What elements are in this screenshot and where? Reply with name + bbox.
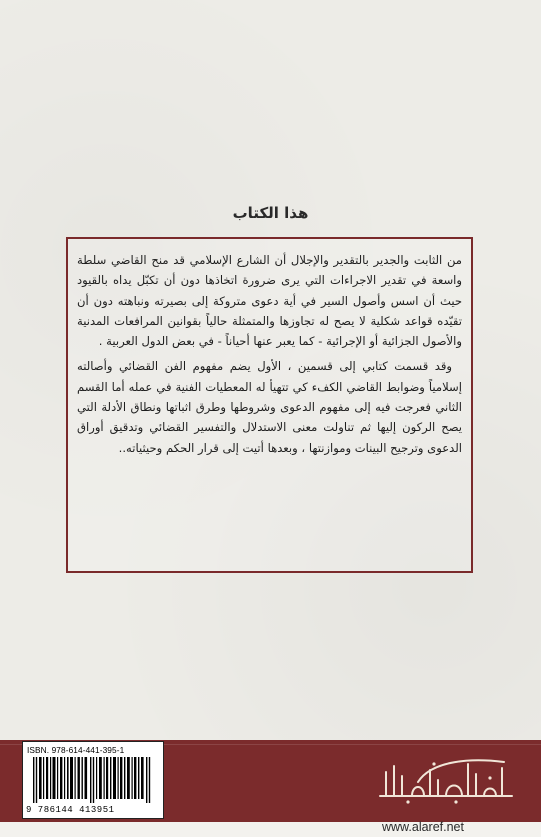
isbn-number: ISBN. 978-614-441-395-1 — [27, 745, 125, 755]
isbn-barcode — [22, 741, 164, 819]
barcode-number: 9 786144 413951 — [26, 805, 115, 815]
description-paragraph: من الثابت والجدير بالتقدير والإجلال أن الشارع الإسلامي قد منح القاضي سلطة واسعة في تقدير الاجراءات التي يرى ضرورة اتخاذها دون أن تكبّل يداه بالقيود حيث أن اسس وأصول السير في أية دعوى متروكة إلى بصيرته ونباهته دون أن تقيّده قواعد شكلية لا يصح له تجاوزها والمتمثلة حالياً بقوانين المرافعات المدنية والأصول الجزائية أو الإجرائية - كما يعبر عنها أحياناً - في بعض الدول العربية . — [77, 253, 462, 349]
book-description — [77, 250, 462, 458]
publisher-logo — [372, 752, 522, 808]
publisher-website: www.alaref.net — [382, 820, 464, 834]
barcode-icon — [27, 757, 159, 803]
book-heading: هذا الكتاب — [232, 204, 309, 222]
description-paragraph: وقد قسمت كتابي إلى قسمين ، الأول يضم مفهوم الفن القضائي وأصالته إسلامياً وضوابط القاضي الكفء كي تتهيأ له المعطيات الفنية في عمله أما القسم الثاني فعرجت فيه إلى مفهوم الدعوى وشروطها وطرق اثباتها ونطاق الأدلة التي يصح الركون إليها ثم تناولت معنى الاستدلال والتفسير القضائي وتدقيق أوراق الدعوى وترجيح البينات وموازنتها ، وبعدها أتيت إلى قرار الحكم وحيثياته.. — [77, 359, 462, 455]
